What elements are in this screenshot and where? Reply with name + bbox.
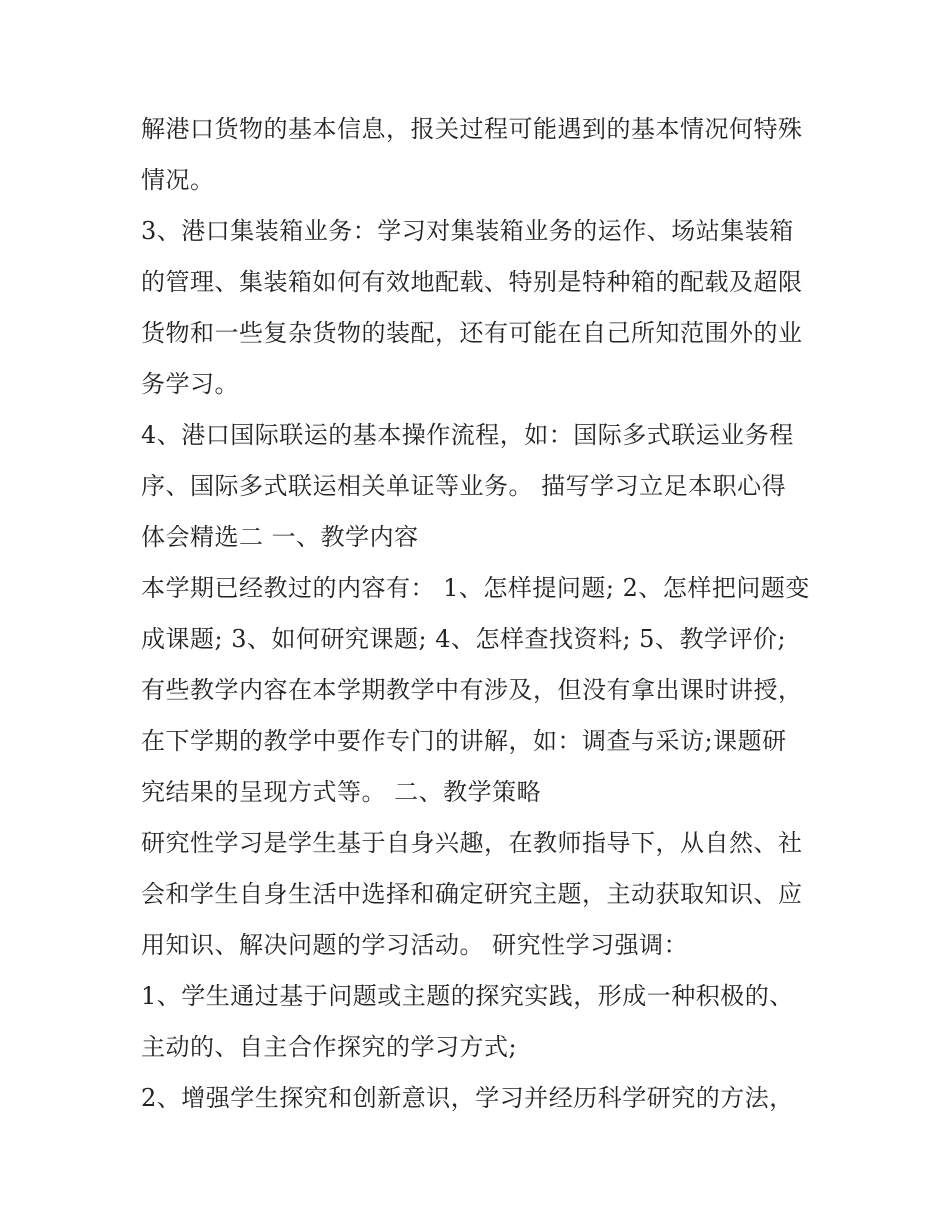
document-body — [141, 104, 821, 1124]
text-line: 研究性学习是学生基于自身兴趣，在教师指导下，从自然、社 — [141, 829, 803, 857]
text-line: 本学期已经教过的内容有： 1、怎样提问题; 2、怎样把问题变 — [141, 574, 810, 602]
text-line: 有些教学内容在本学期教学中有涉及，但没有拿出课时讲授， — [141, 676, 803, 704]
text-line: 3、港口集装箱业务：学习对集装箱业务的运作、场站集装箱 — [141, 217, 794, 245]
text-line: 序、国际多式联运相关单证等业务。 描写学习立足本职心得 — [141, 472, 787, 500]
text-line: 成课题; 3、如何研究课题; 4、怎样查找资料; 5、教学评价; — [141, 625, 787, 653]
text-line: 情况。 — [141, 166, 215, 194]
section-heading-line: 究结果的呈现方式等。 二、教学策略 — [141, 778, 542, 806]
text-line: 在下学期的教学中要作专门的讲解，如：调查与采访;课题研 — [141, 727, 787, 755]
section-heading-line: 体会精选二 一、教学内容 — [141, 523, 419, 551]
text-line: 会和学生自身生活中选择和确定研究主题，主动获取知识、应 — [141, 880, 803, 908]
text-line: 解港口货物的基本信息，报关过程可能遇到的基本情况何特殊 — [141, 115, 803, 143]
text-line: 货物和一些复杂货物的装配，还有可能在自己所知范围外的业 — [141, 319, 803, 347]
text-line: 务学习。 — [141, 370, 239, 398]
text-line: 的管理、集装箱如何有效地配载、特别是特种箱的配载及超限 — [141, 268, 803, 296]
text-line: 2、增强学生探究和创新意识，学习并经历科学研究的方法， — [141, 1084, 794, 1112]
text-line: 1、学生通过基于问题或主题的探究实践，形成一种积极的、 — [141, 982, 794, 1010]
text-line: 4、港口国际联运的基本操作流程，如：国际多式联运业务程 — [141, 421, 794, 449]
text-line: 用知识、解决问题的学习活动。 研究性学习强调： — [141, 931, 689, 959]
text-line: 主动的、自主合作探究的学习方式; — [141, 1033, 518, 1061]
